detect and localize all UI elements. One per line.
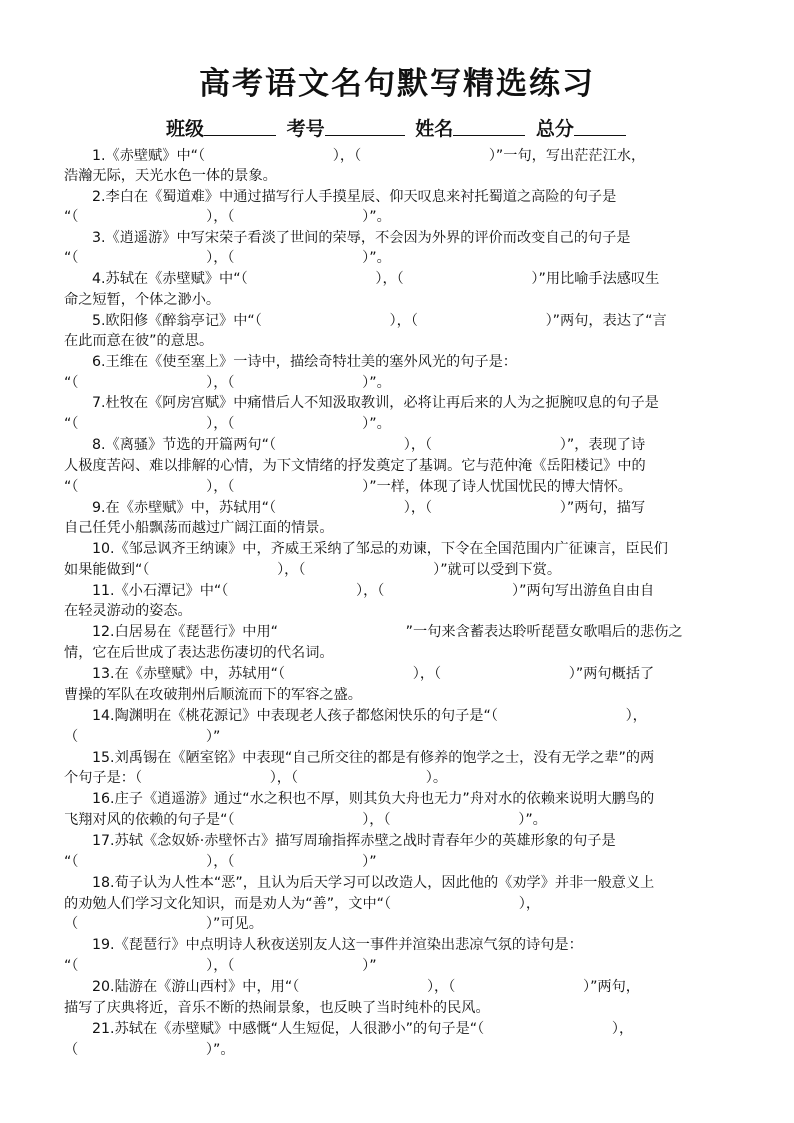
question-line: 5.欧阳修《醉翁亭记》中“（ ），（ ）”两句，表达了“言 bbox=[92, 313, 667, 329]
question-line: （ ）”可见。 bbox=[64, 916, 263, 932]
question-line: 7.杜牧在《阿房宫赋》中痛惜后人不知汲取教训，必将让再后来的人为之扼腕叹息的句子是 bbox=[92, 395, 659, 411]
question-line: 4.苏轼在《赤壁赋》中“（ ），（ ）”用比喻手法感叹生 bbox=[92, 271, 660, 287]
page-title: 高考语文名句默写精选练习 bbox=[199, 66, 595, 102]
question-line: 6.王维在《使至塞上》一诗中，描绘奇特壮美的塞外风光的句子是： bbox=[92, 354, 517, 370]
question-line: 2.李白在《蜀道难》中通过描写行人手摸星辰、仰天叹息来衬托蜀道之高险的句子是 bbox=[92, 189, 617, 205]
question-line: 个句子是：（ ），（ ）。 bbox=[64, 770, 448, 786]
question-line: 18.荀子认为人性本“恶”，且认为后天学习可以改造人，因此他的《劝学》并非一般意义上 bbox=[92, 875, 655, 891]
question-line: 9.在《赤壁赋》中，苏轼用“（ ），（ ）”两句，描写 bbox=[92, 500, 646, 516]
question-line: “（ ），（ ）”。 bbox=[64, 375, 391, 391]
name-label: 姓名 bbox=[415, 118, 454, 140]
question-line: 的劝勉人们学习文化知识，而是劝人为“善”，文中“（ ）， bbox=[64, 896, 541, 912]
question-line: 21.苏轼在《赤壁赋》中感慨“人生短促，人很渺小”的句子是“（ ）， bbox=[92, 1021, 634, 1037]
question-line: （ ）”。 bbox=[64, 1042, 235, 1058]
question-line: 命之短暂，个体之渺小。 bbox=[64, 292, 221, 308]
question-line: 在此而意在彼”的意思。 bbox=[64, 333, 214, 349]
question-line: 自己任凭小船飘荡而越过广阔江面的情景。 bbox=[64, 520, 334, 536]
class-blank[interactable] bbox=[204, 117, 276, 136]
question-line: 描写了庆典将近，音乐不断的热闹景象，也反映了当时纯朴的民风。 bbox=[64, 1000, 490, 1016]
question-line: 浩瀚无际，天光水色一体的景象。 bbox=[64, 168, 277, 184]
question-line: 在轻灵游动的姿态。 bbox=[64, 603, 192, 619]
question-line: 11.《小石潭记》中“（ ），（ ）”两句写出游鱼自由自 bbox=[92, 583, 655, 599]
question-line: 人极度苦闷、难以排解的心情，为下文情绪的抒发奠定了基调。它与范仲淹《岳阳楼记》中的 bbox=[64, 458, 646, 474]
question-line: 12.白居易在《琵琶行》中用“ ”一句来含蓄表达聆听琵琶女歌唱后的悲伤之 bbox=[92, 624, 683, 640]
question-line: “（ ），（ ）” bbox=[64, 854, 377, 870]
question-line: 情，它在后世成了表达悲伤凄切的代名词。 bbox=[64, 645, 334, 661]
question-line: “（ ），（ ）”一样，体现了诗人忧国忧民的博大情怀。 bbox=[64, 479, 632, 495]
exam-no-label: 考号 bbox=[286, 118, 325, 140]
question-line: 15.刘禹锡在《陋室铭》中表现“自己所交往的都是有修养的饱学之士，没有无学之辈”的两 bbox=[92, 750, 655, 766]
question-line: 17.苏轼《念奴娇·赤壁怀古》描写周瑜指挥赤壁之战时青春年少的英雄形象的句子是 bbox=[92, 833, 616, 849]
score-label: 总分 bbox=[535, 118, 574, 140]
exam-no-blank[interactable] bbox=[325, 117, 405, 136]
question-line: 飞翔对风的依赖的句子是“（ ），（ ）”。 bbox=[64, 812, 547, 828]
question-line: “（ ），（ ）”。 bbox=[64, 209, 391, 225]
question-line: 19.《琵琶行》中点明诗人秋夜送别友人这一事件并渲染出悲凉气氛的诗句是： bbox=[92, 937, 583, 953]
question-line: “（ ），（ ）”。 bbox=[64, 250, 391, 266]
class-label: 班级 bbox=[166, 118, 205, 140]
question-line: 1.《赤壁赋》中“（ ），（ ）”一句，写出茫茫江水， bbox=[92, 148, 646, 164]
name-blank[interactable] bbox=[453, 117, 525, 136]
question-line: 14.陶渊明在《桃花源记》中表现老人孩子都悠闲快乐的句子是“（ ）， bbox=[92, 708, 647, 724]
question-line: “（ ），（ ）”。 bbox=[64, 416, 391, 432]
question-line: 8.《离骚》节选的开篇两句“（ ），（ ）”，表现了诗 bbox=[92, 437, 646, 453]
question-line: 3.《逍遥游》中写宋荣子看淡了世间的荣辱，不会因为外界的评价而改变自己的句子是 bbox=[92, 230, 631, 246]
student-info-line bbox=[166, 114, 630, 141]
question-line: （ ）” bbox=[64, 729, 221, 745]
score-blank[interactable] bbox=[574, 117, 626, 136]
question-line: 13.在《赤壁赋》中，苏轼用“（ ），（ ）”两句概括了 bbox=[92, 666, 655, 682]
question-line: “（ ），（ ）” bbox=[64, 958, 377, 974]
question-line: 10.《邹忌讽齐王纳谏》中，齐威王采纳了邹忌的劝谏，下令在全国范围内广征谏言，臣民们 bbox=[92, 541, 668, 557]
question-line: 16.庄子《逍遥游》通过“水之积也不厚，则其负大舟也无力”舟对水的依赖来说明大鹏鸟的 bbox=[92, 791, 655, 807]
question-line: 曹操的军队在攻破荆州后顺流而下的军容之盛。 bbox=[64, 687, 362, 703]
question-line: 如果能做到“（ ），（ ）”就可以受到下赏。 bbox=[64, 562, 562, 578]
question-line: 20.陆游在《游山西村》中，用“（ ），（ ）”两句， bbox=[92, 979, 640, 995]
